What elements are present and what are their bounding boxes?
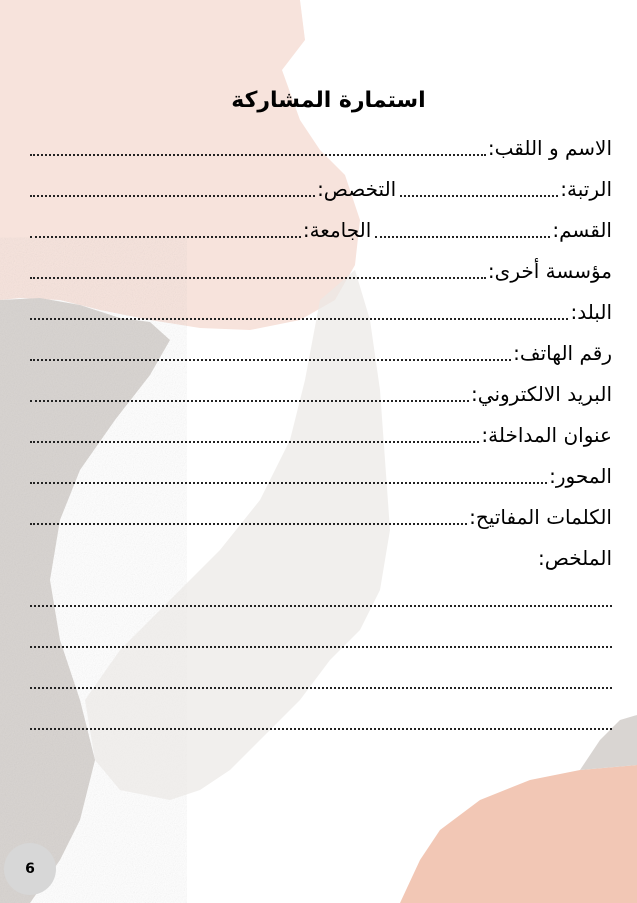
peach-shape-bottom: [400, 765, 637, 903]
field-other-institution[interactable]: [30, 253, 612, 285]
university-label: الجامعة:: [302, 218, 372, 242]
other-institution-label: مؤسسة أخرى:: [487, 259, 612, 283]
gray-shape-right: [580, 715, 637, 770]
field-axis[interactable]: [30, 458, 612, 490]
rank-label: الرتبة:: [560, 177, 612, 201]
field-rank-specialty[interactable]: [30, 171, 612, 203]
form-title: استمارة المشاركة: [231, 88, 426, 113]
specialty-input-line[interactable]: [30, 194, 315, 197]
field-name[interactable]: [30, 130, 612, 162]
axis-label: المحور:: [549, 464, 612, 488]
page-number: 6: [25, 861, 35, 877]
keywords-input-line[interactable]: [30, 522, 467, 525]
summary-line-3[interactable]: [30, 687, 612, 689]
name-label: الاسم و اللقب:: [487, 136, 612, 160]
field-summary: [30, 540, 612, 572]
summary-line-2[interactable]: [30, 646, 612, 648]
paper-title-input-line[interactable]: [30, 440, 479, 443]
department-input-line[interactable]: [375, 235, 550, 238]
country-input-line[interactable]: [30, 317, 568, 320]
field-keywords[interactable]: [30, 499, 612, 531]
paper-title-label: عنوان المداخلة:: [481, 423, 612, 447]
summary-label: الملخص:: [538, 546, 612, 570]
field-email[interactable]: [30, 376, 612, 408]
university-input-line[interactable]: [30, 235, 301, 238]
phone-input-line[interactable]: [30, 358, 511, 361]
field-country[interactable]: [30, 294, 612, 326]
phone-label: رقم الهاتف:: [513, 341, 612, 365]
axis-input-line[interactable]: [30, 481, 547, 484]
name-input-line[interactable]: [30, 153, 486, 156]
field-department-university[interactable]: [30, 212, 612, 244]
field-phone[interactable]: [30, 335, 612, 367]
page-number-badge: [4, 843, 56, 895]
department-label: القسم:: [552, 218, 612, 242]
rank-input-line[interactable]: [400, 194, 558, 197]
email-label: البريد الالكتروني:: [471, 382, 612, 406]
field-paper-title[interactable]: [30, 417, 612, 449]
summary-line-1[interactable]: [30, 605, 612, 607]
country-label: البلد:: [570, 300, 612, 324]
keywords-label: الكلمات المفاتيح:: [469, 505, 612, 529]
specialty-label: التخصص:: [317, 177, 397, 201]
email-input-line[interactable]: [30, 399, 469, 402]
other-institution-input-line[interactable]: [30, 276, 486, 279]
summary-line-4[interactable]: [30, 728, 612, 730]
